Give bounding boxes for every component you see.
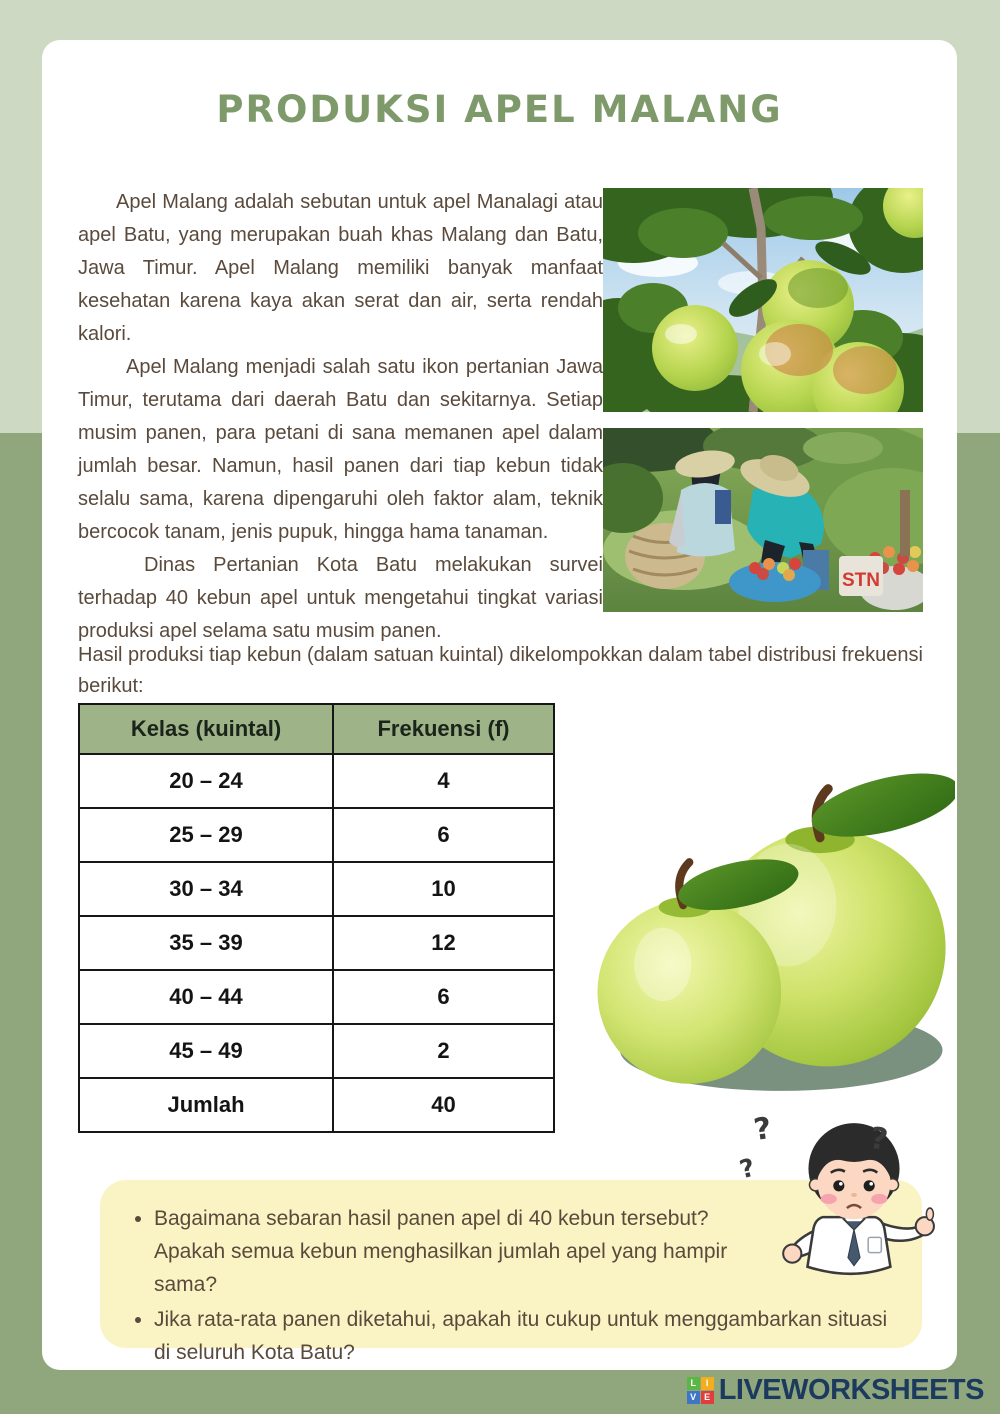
- frekuensi-cell: 2: [333, 1024, 554, 1078]
- frekuensi-cell: 6: [333, 808, 554, 862]
- table-row: [79, 862, 554, 916]
- frekuensi-cell: 10: [333, 862, 554, 916]
- table-row: [79, 1024, 554, 1078]
- green-apples-illustration: [587, 752, 955, 1094]
- liveworksheets-brand[interactable]: [687, 1374, 984, 1407]
- table-row: [79, 916, 554, 970]
- table-header-frekuensi: Frekuensi (f): [333, 704, 554, 754]
- apples-on-tree-illustration: [603, 188, 923, 412]
- intro-text-column: [78, 186, 603, 648]
- boy-body: [807, 1217, 890, 1274]
- worksheet-card: [42, 40, 957, 1370]
- frekuensi-cell: 40: [333, 1078, 554, 1132]
- frequency-table: [78, 703, 555, 1133]
- intro-section: [78, 186, 923, 648]
- farmers-harvest-illustration: [603, 428, 923, 612]
- kelas-cell: 40 – 44: [79, 970, 333, 1024]
- brand-name: LIVEWORKSHEETS: [718, 1374, 984, 1406]
- apples-on-tree-photo: [603, 188, 923, 412]
- farmer-left: [669, 447, 737, 557]
- frekuensi-cell: 12: [333, 916, 554, 970]
- logo-square-v: V: [687, 1391, 700, 1404]
- logo-square-e: E: [701, 1391, 714, 1404]
- table-row: [79, 754, 554, 808]
- kelas-cell: 20 – 24: [79, 754, 333, 808]
- paragraph-4: Hasil produksi tiap kebun (dalam satuan kuintal) dikelompokkan dalam tabel distribusi frekuensi berikut:: [78, 644, 923, 697]
- table-row: [79, 970, 554, 1024]
- question-item-1: • Bagaimana sebaran hasil panen apel di 40 kebun tersebut? Apakah semua kebun menghasilkan jumlah apel yang hampir sama?: [154, 1202, 766, 1301]
- sack-text: STN: [842, 570, 880, 591]
- kelas-cell: Jumlah: [79, 1078, 333, 1132]
- table-total-row: [79, 1078, 554, 1132]
- kelas-cell: 35 – 39: [79, 916, 333, 970]
- table-header-row: [79, 704, 554, 754]
- question-item-2: • Jika rata-rata panen diketahui, apakah itu cukup untuk menggambarkan situasi di seluruh Kota Batu?: [154, 1303, 898, 1369]
- photo-column: [603, 186, 923, 648]
- paragraph-3: Dinas Pertanian Kota Batu melakukan survei terhadap 40 kebun apel untuk mengetahui tingkat variasi produksi apel selama satu musim panen.: [78, 554, 603, 642]
- confused-boy-illustration: [768, 1122, 940, 1284]
- frekuensi-cell: 4: [333, 754, 554, 808]
- logo-square-i: I: [701, 1377, 714, 1390]
- question-mark-icon: ?: [751, 1110, 774, 1149]
- question-mark-icon: ?: [867, 1120, 891, 1159]
- farmers-harvest-photo: [603, 428, 923, 612]
- confused-boy-cartoon: [768, 1122, 940, 1284]
- kelas-cell: 30 – 34: [79, 862, 333, 916]
- page-title: PRODUKSI APEL MALANG: [216, 88, 783, 131]
- paragraph-2: Apel Malang menjadi salah satu ikon pertanian Jawa Timur, terutama dari daerah Batu dan sekitarnya. Setiap musim panen, para petani di sana memanen apel dalam jumlah besar. Namun, hasil panen dari tiap kebun tidak selalu sama, karena dipengaruhi oleh faktor alam, teknik bercocok tanam, jenis pupuk, hingga hama tanaman.: [78, 356, 603, 543]
- kelas-cell: 25 – 29: [79, 808, 333, 862]
- logo-square-l: L: [687, 1377, 700, 1390]
- two-green-apples: [587, 752, 955, 1094]
- frekuensi-cell: 6: [333, 970, 554, 1024]
- table-header-kelas: Kelas (kuintal): [79, 704, 333, 754]
- question-mark-icon: ?: [736, 1152, 758, 1185]
- paragraph-1: Apel Malang adalah sebutan untuk apel Manalagi atau apel Batu, yang merupakan buah khas Malang dan Batu, Jawa Timur. Apel Malang memiliki banyak manfaat kesehatan karena kaya akan serat dan air, serta rendah kalori.: [78, 191, 603, 345]
- kelas-cell: 45 – 49: [79, 1024, 333, 1078]
- table-row: [79, 808, 554, 862]
- liveworksheets-logo-icon: [687, 1377, 714, 1404]
